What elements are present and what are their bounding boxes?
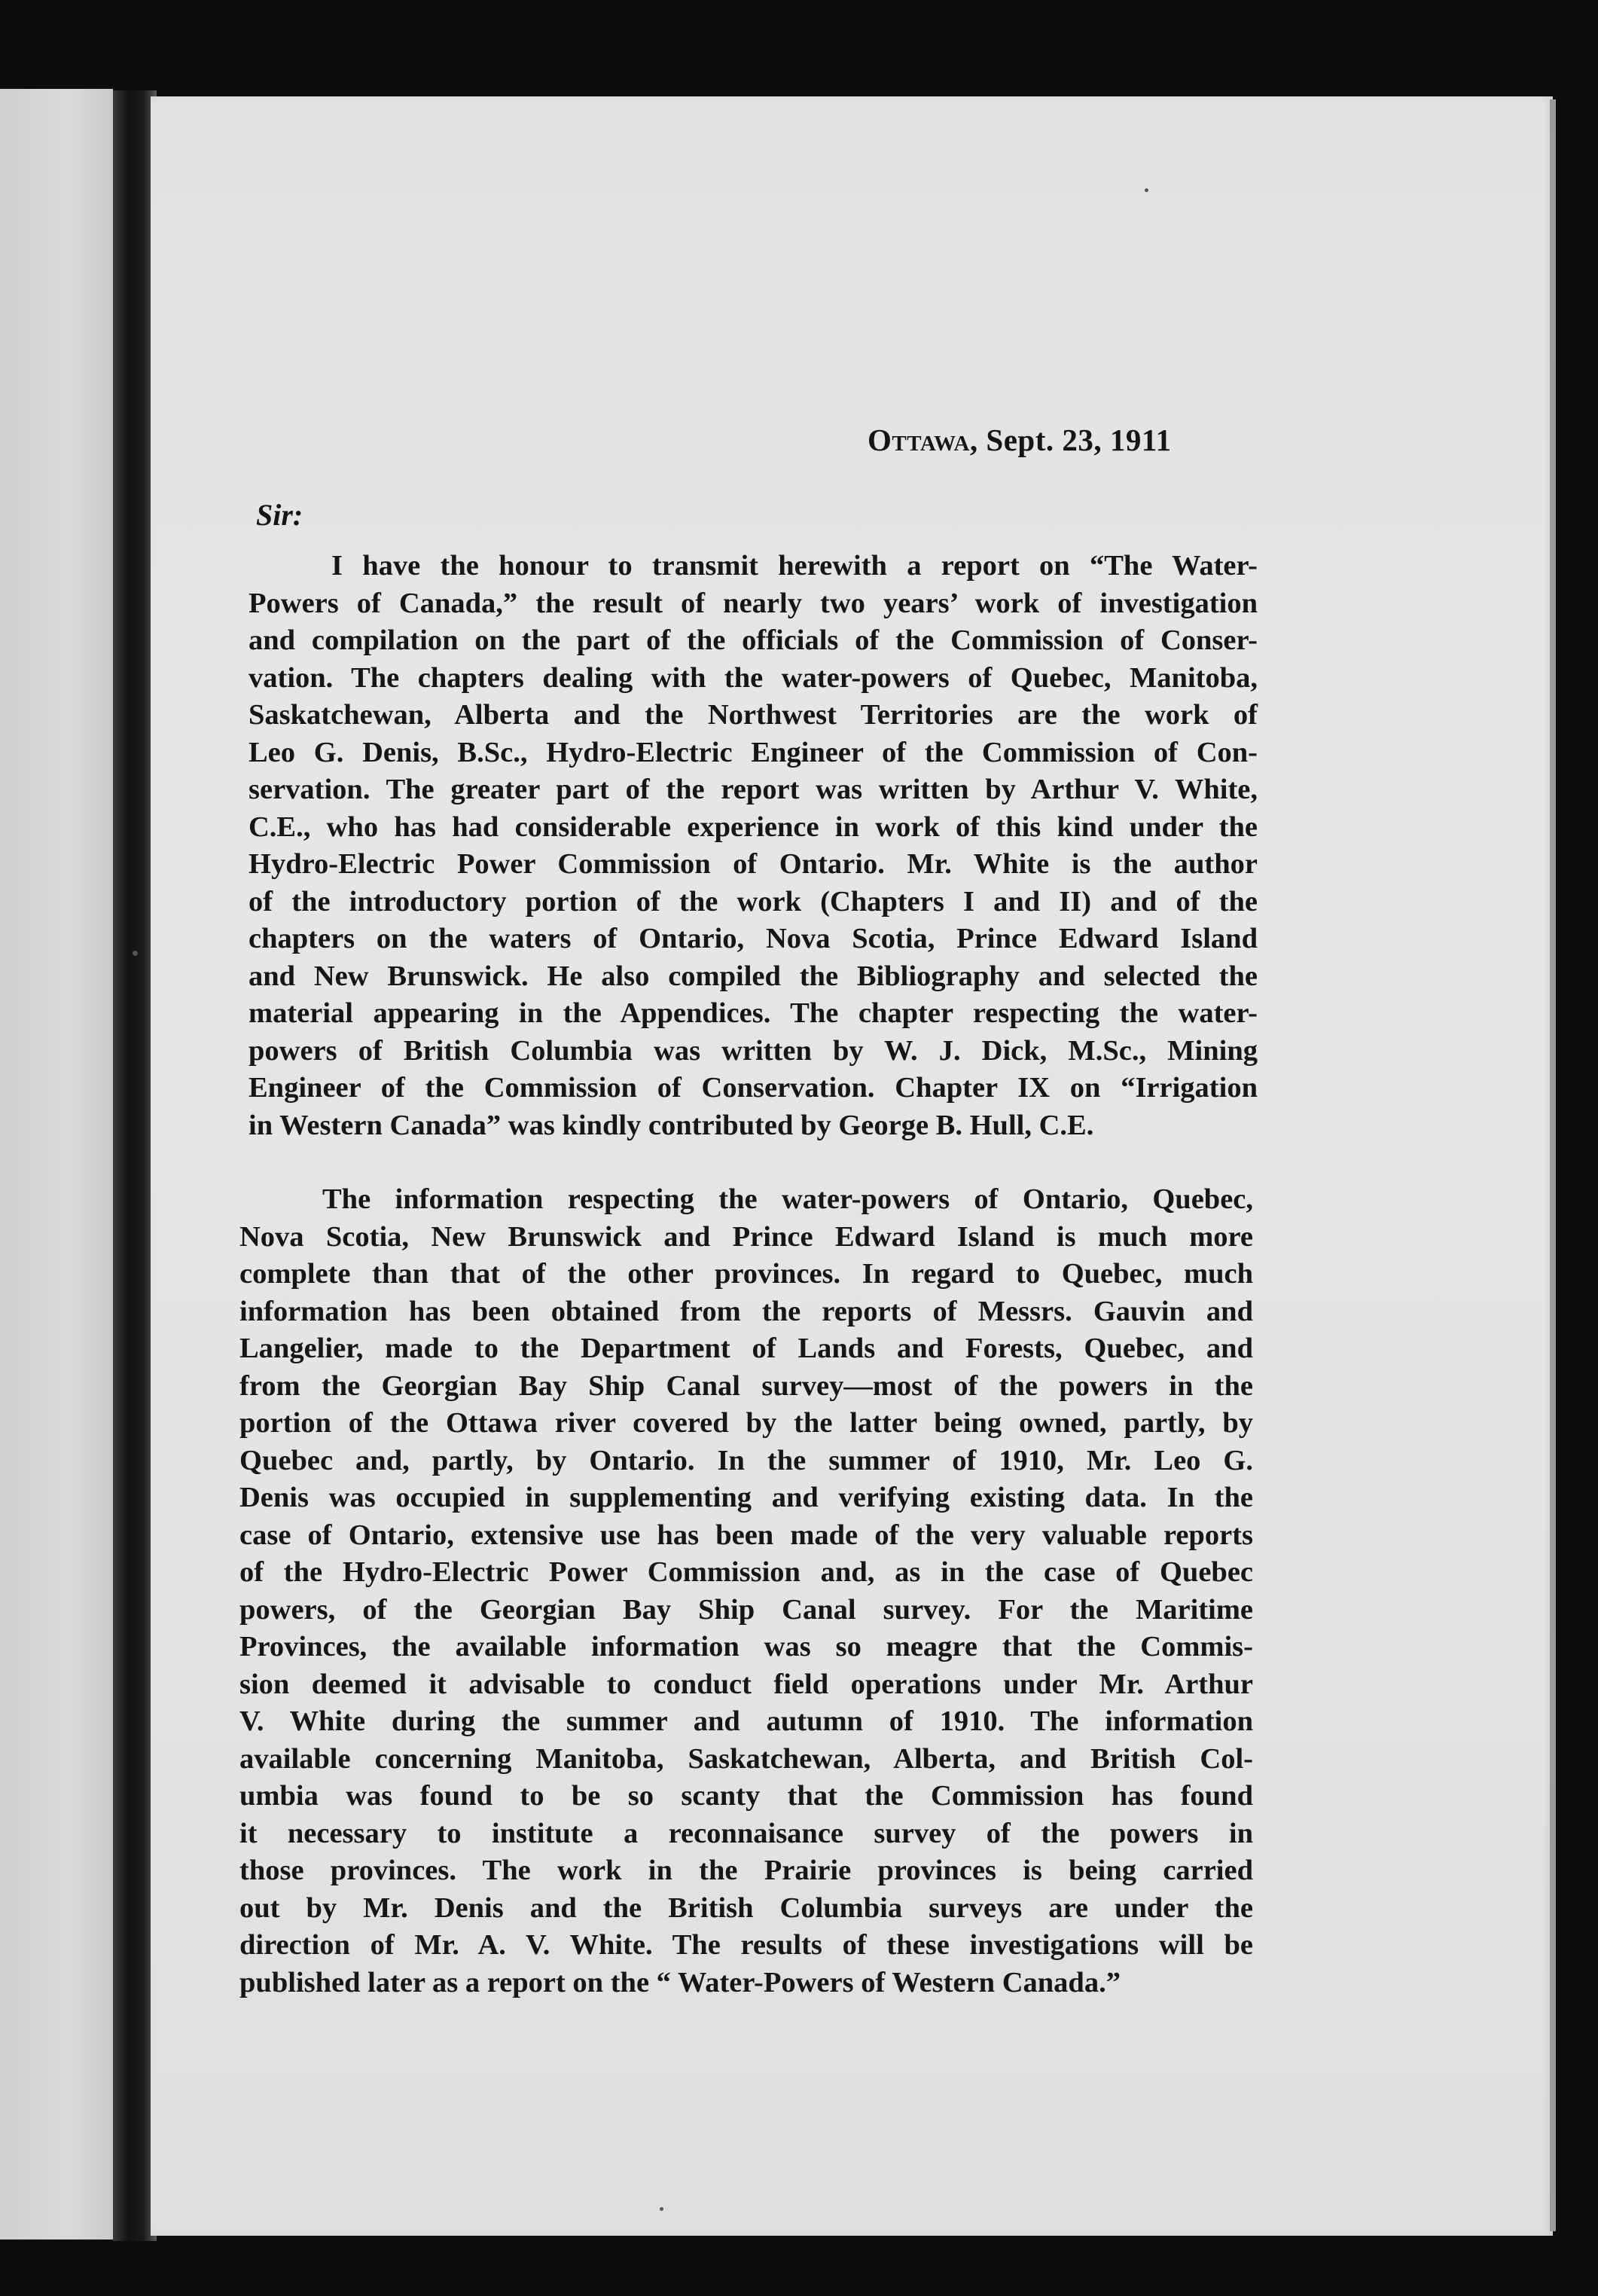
text-line: published later as a report on the “ Water-Powers of Western Canada.” (239, 1966, 1121, 1998)
paper-speck (660, 2207, 663, 2211)
text-line: The information respecting the water-powers of Ontario, Quebec, (322, 1183, 1253, 1215)
text-line: in Western Canada” was kindly contributed by George B. Hull, C.E. (249, 1109, 1094, 1141)
text-line: I have the honour to transmit herewith a report on “The Water- (331, 550, 1258, 582)
paragraph-2 (239, 1181, 1253, 2001)
text-line: out by Mr. Denis and the British Columbia surveys are under the (239, 1891, 1253, 1924)
text-line: V. White during the summer and autumn of 1910. The information (239, 1705, 1253, 1737)
text-line: Saskatchewan, Alberta and the Northwest Territories are the work of (249, 699, 1258, 731)
text-line: Nova Scotia, New Brunswick and Prince Edward Island is much more (239, 1220, 1253, 1253)
text-line: and compilation on the part of the officials of the Commission of Conser- (249, 624, 1258, 656)
text-line: direction of Mr. A. V. White. The results of these investigations will be (239, 1929, 1253, 1961)
text-line: C.E., who has had considerable experience in work of this kind under the (249, 811, 1258, 843)
text-line: powers, of the Georgian Bay Ship Canal survey. For the Maritime (239, 1593, 1253, 1626)
text-line: Langelier, made to the Department of Lands and Forests, Quebec, and (239, 1333, 1253, 1364)
text-line: of the introductory portion of the work (Chapters I and II) and of the (249, 885, 1258, 917)
text-line: Provinces, the available information was so meagre that the Commis- (239, 1631, 1253, 1662)
text-line: chapters on the waters of Ontario, Nova Scotia, Prince Edward Island (249, 923, 1258, 954)
dateline (868, 422, 1172, 458)
text-line: material appearing in the Appendices. The chapter respecting the water- (249, 997, 1258, 1029)
paragraph-1 (249, 548, 1258, 1144)
text-line: complete than that of the other provinces. In regard to Quebec, much (239, 1258, 1253, 1290)
dateline-date: Sept. 23, 1911 (986, 423, 1172, 457)
text-line: Denis was occupied in supplementing and verifying existing data. In the (239, 1482, 1253, 1513)
text-line: portion of the Ottawa river covered by the latter being owned, partly, by (239, 1407, 1253, 1439)
salutation: Sir: (256, 498, 303, 532)
paper-speck (1145, 188, 1148, 192)
text-line: case of Ontario, extensive use has been made of the very valuable reports (239, 1519, 1253, 1551)
text-line: servation. The greater part of the report was written by Arthur V. White, (249, 774, 1258, 805)
text-line: and New Brunswick. He also compiled the Bibliography and selected the (249, 960, 1258, 992)
text-line: of the Hydro-Electric Power Commission and, as in the case of Quebec (239, 1556, 1253, 1588)
text-line: Hydro-Electric Power Commission of Ontario. Mr. White is the author (249, 848, 1258, 880)
text-line: vation. The chapters dealing with the water-powers of Quebec, Manitoba, (249, 661, 1258, 694)
dateline-place: Ottawa, (868, 423, 978, 457)
text-line: from the Georgian Bay Ship Canal survey—most of the powers in the (239, 1369, 1253, 1402)
text-line: those provinces. The work in the Prairie provinces is being carried (239, 1855, 1253, 1886)
adjacent-page-edge (0, 89, 113, 2240)
text-line: Engineer of the Commission of Conservation. Chapter IX on “Irrigation (249, 1072, 1258, 1104)
text-line: information has been obtained from the reports of Messrs. Gauvin and (239, 1295, 1253, 1327)
text-line: powers of British Columbia was written by W. J. Dick, M.Sc., Mining (249, 1034, 1258, 1067)
text-line: sion deemed it advisable to conduct field operations under Mr. Arthur (239, 1668, 1253, 1700)
text-line: Leo G. Denis, B.Sc., Hydro-Electric Engineer of the Commission of Con- (249, 736, 1258, 768)
text-line: Powers of Canada,” the result of nearly two years’ work of investigation (249, 587, 1258, 619)
text-line: available concerning Manitoba, Saskatchewan, Alberta, and British Col- (239, 1742, 1253, 1775)
page-edge (1550, 99, 1556, 2231)
paper-speck (133, 951, 138, 956)
text-line: Quebec and, partly, by Ontario. In the summer of 1910, Mr. Leo G. (239, 1444, 1253, 1476)
text-line: it necessary to institute a reconnaisance survey of the powers in (239, 1817, 1253, 1849)
text-line: umbia was found to be so scanty that the Commission has found (239, 1780, 1253, 1812)
